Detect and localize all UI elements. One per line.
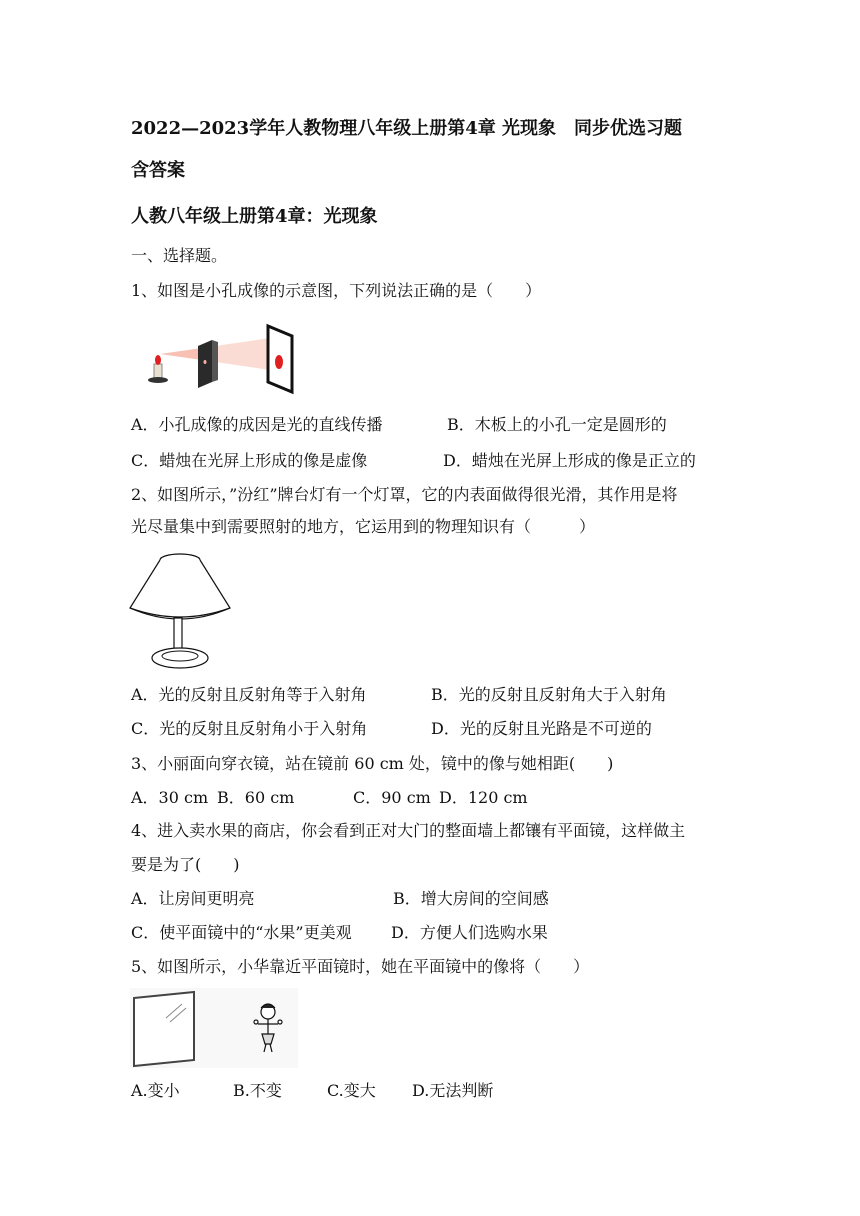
q2-option-d[interactable]: D．光的反射且光路是不可逆的	[431, 719, 652, 738]
q2-option-c[interactable]: C．光的反射且反射角小于入射角	[131, 719, 368, 738]
flame-icon	[155, 355, 161, 365]
q1-option-a[interactable]: A．小孔成像的成因是光的直线传播	[131, 415, 383, 434]
q3-option-d[interactable]: D．120 cm	[439, 788, 528, 807]
question-4-stem-line1: 4、进入卖水果的商店，你会看到正对大门的整面墙上都镶有平面镜，这样做主	[131, 821, 686, 840]
q3-option-c[interactable]: C．90 cm	[353, 788, 431, 807]
q1-option-c[interactable]: C．蜡烛在光屏上形成的像是虚像	[131, 451, 368, 470]
q4-option-d[interactable]: D．方便人们选购水果	[391, 923, 548, 942]
q5-option-b[interactable]: B.不变	[233, 1081, 282, 1100]
q1-option-b[interactable]: B．木板上的小孔一定是圆形的	[447, 415, 667, 434]
q2-option-a[interactable]: A．光的反射且反射角等于入射角	[131, 685, 367, 704]
q5-option-c[interactable]: C.变大	[327, 1081, 376, 1100]
question-3-stem: 3、小丽面向穿衣镜，站在镜前 60 cm 处，镜中的像与她相距( )	[131, 754, 614, 773]
q5-option-d[interactable]: D.无法判断	[412, 1081, 494, 1100]
lamp-shade-icon	[130, 560, 230, 619]
q4-option-b[interactable]: B．增大房间的空间感	[393, 889, 549, 908]
question-2-stem-line2: 光尽量集中到需要照射的地方，它运用到的物理知识有（ ）	[131, 517, 596, 536]
q5-option-a[interactable]: A.变小	[131, 1081, 180, 1100]
q2-option-b[interactable]: B．光的反射且反射角大于入射角	[431, 685, 667, 704]
question-5-stem: 5、如图所示，小华靠近平面镜时，她在平面镜中的像将（ ）	[131, 957, 590, 976]
q4-option-a[interactable]: A．让房间更明亮	[131, 889, 255, 908]
candle-base-icon	[148, 377, 168, 383]
candle-icon	[154, 364, 162, 378]
plane-mirror-figure	[130, 988, 298, 1068]
q4-option-c[interactable]: C．使平面镜中的“水果”更美观	[131, 923, 352, 942]
document-title-line1: 2022—2023学年人教物理八年级上册第4章 光现象 同步优选习题	[131, 118, 682, 139]
question-2-stem-line1: 2、如图所示，”汾红”牌台灯有一个灯罩，它的内表面做得很光滑，其作用是将	[131, 485, 678, 504]
question-1-stem: 1、如图是小孔成像的示意图，下列说法正确的是（ ）	[131, 281, 542, 300]
pinhole-imaging-figure	[140, 320, 310, 396]
q3-option-b[interactable]: B．60 cm	[217, 788, 295, 807]
q1-option-d[interactable]: D．蜡烛在光屏上形成的像是正立的	[443, 451, 696, 470]
chapter-heading: 人教八年级上册第4章：光现象	[131, 206, 378, 227]
plane-mirror-icon	[134, 992, 194, 1066]
question-4-stem-line2: 要是为了( )	[131, 855, 240, 874]
document-title-line2: 含答案	[131, 160, 185, 181]
light-beam-left	[160, 348, 202, 360]
desk-lamp-figure	[128, 550, 238, 676]
question-5-options-row	[131, 1080, 494, 1212]
section-heading: 一、选择题。	[131, 246, 228, 265]
q3-option-a[interactable]: A．30 cm	[131, 788, 209, 807]
inverted-image-icon	[275, 355, 283, 369]
